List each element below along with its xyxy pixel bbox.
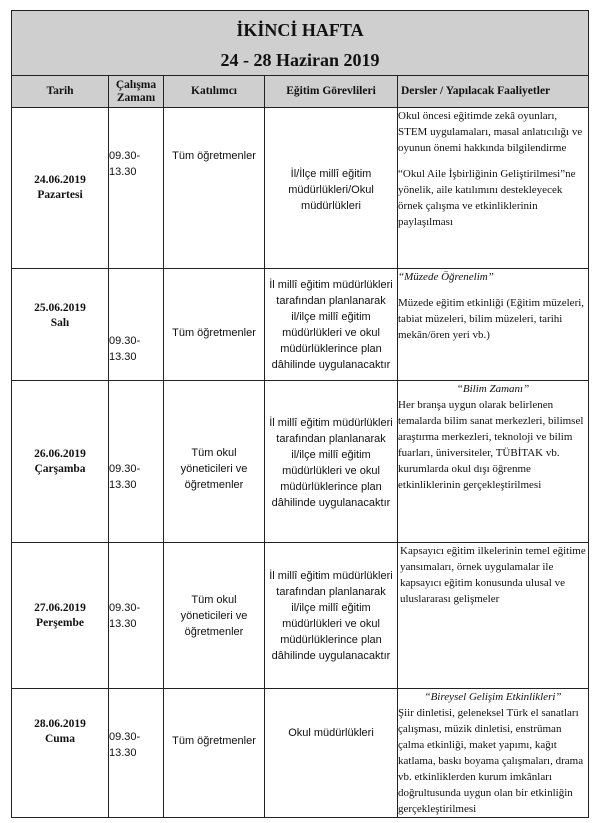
activities-cell bbox=[398, 269, 589, 381]
time-cell: 09.30-13.30 bbox=[109, 689, 164, 818]
activities-cell bbox=[398, 381, 589, 543]
week-title: İKİNCİ HAFTA bbox=[236, 20, 364, 40]
header-row bbox=[12, 76, 589, 108]
row-day: Perşembe bbox=[36, 616, 84, 629]
title-cell bbox=[12, 11, 589, 76]
row-day: Pazartesi bbox=[37, 189, 83, 201]
tasks-cell: İl millî eğitim müdürlükleri tarafından planlanarak il/ilçe millî eğitim müdürlükleri ve okul müdürlüklerince plan dâhilinde uygulanacaktır bbox=[265, 543, 398, 689]
title-row bbox=[12, 11, 589, 76]
header-time: Çalışma Zamanı bbox=[109, 76, 164, 108]
tasks-cell: İl/İlçe millî eğitim müdürlükleri/Okul müdürlükleri bbox=[265, 108, 398, 269]
row-day: Çarşamba bbox=[34, 462, 86, 475]
row-date: 25.06.2019 bbox=[34, 302, 86, 314]
tasks-cell: İl millî eğitim müdürlükleri tarafından planlanarak il/ilçe millî eğitim müdürlükleri ve okul müdürlüklerince plan dâhilinde uygulanacaktır bbox=[265, 381, 398, 543]
date-cell bbox=[12, 108, 109, 269]
activity-text: Okul öncesi eğitimde zekâ oyunları, STEM uygulamaları, masal anlatıcılığı ve oyunun önemi hakkında bilgilendirme bbox=[398, 110, 583, 154]
date-cell bbox=[12, 689, 109, 818]
row-date: 26.06.2019 bbox=[34, 447, 86, 460]
activity-text: Şiir dinletisi, geleneksel Türk el sanatları çalışması, müzik dinletisi, enstrüman çalma etkinliği, maket yapımı, kağıt katlama, baskı boyama çalışmaları, drama vb. etkinliklerden kurum imkânları doğrultusunda uygun olan bir etkinliğin gerçekleştirilmesi bbox=[398, 707, 584, 815]
participant-cell: Tüm okul yöneticileri ve öğretmenler bbox=[164, 543, 265, 689]
activities-cell bbox=[398, 543, 589, 689]
date-range-title: 24 - 28 Haziran 2019 bbox=[220, 50, 380, 70]
table-row bbox=[12, 543, 589, 689]
participant-cell: Tüm öğretmenler bbox=[164, 269, 265, 381]
table-row bbox=[12, 381, 589, 543]
date-cell bbox=[12, 543, 109, 689]
table-row bbox=[12, 269, 589, 381]
time-cell: 09.30-13.30 bbox=[109, 543, 164, 689]
row-day: Cuma bbox=[44, 733, 76, 745]
time-cell: 09.30-13.30 bbox=[109, 108, 164, 269]
row-date: 24.06.2019 bbox=[34, 174, 86, 186]
row-date: 28.06.2019 bbox=[34, 718, 86, 730]
activities-cell bbox=[398, 689, 589, 818]
date-cell bbox=[12, 381, 109, 543]
activity-heading: “Müzede Öğrenelim” bbox=[398, 271, 494, 283]
table-row bbox=[12, 108, 589, 269]
tasks-cell: Okul müdürlükleri bbox=[265, 689, 398, 818]
header-activities: Dersler / Yapılacak Faaliyetler bbox=[398, 76, 589, 108]
time-cell: 09.30-13.30 bbox=[109, 269, 164, 381]
row-date: 27.06.2019 bbox=[34, 601, 86, 614]
table-row bbox=[12, 689, 589, 818]
activity-heading: “Bireysel Gelişim Etkinlikleri” bbox=[424, 691, 562, 703]
participant-cell: Tüm öğretmenler bbox=[164, 108, 265, 269]
header-tasks: Eğitim Görevlileri bbox=[265, 76, 398, 108]
header-date: Tarih bbox=[12, 76, 109, 108]
row-day: Salı bbox=[50, 317, 70, 329]
participant-cell: Tüm okul yöneticileri ve öğretmenler bbox=[164, 381, 265, 543]
activity-text: Her branşa uygun olarak belirlenen temalarda bilim sanat merkezleri, bilimsel araştırma merkezleri, teknoloji ve bilim fuarları, üniversiteler, TÜBİTAK vb. kurumlarda okul dışı öğrenme etkinliklerinin gerçekleştirilmesi bbox=[398, 399, 584, 491]
time-cell: 09.30-13.30 bbox=[109, 381, 164, 543]
date-cell bbox=[12, 269, 109, 381]
activity-heading: “Bilim Zamanı” bbox=[456, 383, 530, 395]
activity-text: Kapsayıcı eğitim ilkelerinin temel eğitime yansımaları, örnek uygulamalar ile kapsayıcı eğitim konusunda ulusal ve uluslararası gelişmeler bbox=[400, 545, 586, 605]
activity-text: “Okul Aile İşbirliğinin Geliştirilmesi”ne yönelik, aile katılımını destekleyecek örnek çalışma ve etkinliklerinin paylaşılması bbox=[398, 168, 576, 228]
activity-text: Müzede eğitim etkinliği (Eğitim müzeleri, tabiat müzeleri, bilim müzeleri, tarihi mekân/ören yeri vb.) bbox=[398, 297, 585, 341]
schedule-table bbox=[11, 10, 589, 818]
activities-cell bbox=[398, 108, 589, 269]
tasks-cell: İl millî eğitim müdürlükleri tarafından planlanarak il/ilçe millî eğitim müdürlükleri ve okul müdürlüklerince plan dâhilinde uygulanacaktır bbox=[265, 269, 398, 381]
header-participant: Katılımcı bbox=[164, 76, 265, 108]
participant-cell: Tüm öğretmenler bbox=[164, 689, 265, 818]
